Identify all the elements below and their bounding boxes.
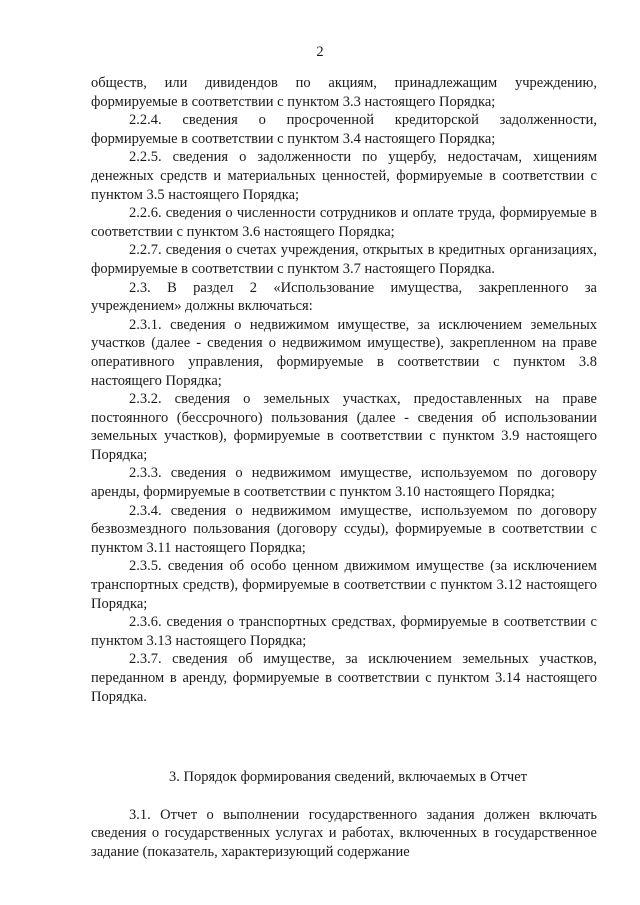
page-number: 2 [316,44,324,60]
paragraph-2-3-1: 2.3.1. сведения о недвижимом имуществе, за исключением земельных участков (далее - сведения о недвижимом имуществе), закрепленном на праве оперативного управления, формируемые в соответствии с пунктом 3.8 настоящего Порядка; [91,316,597,389]
paragraph-continuation: обществ, или дивидендов по акциям, принадлежащим учреждению, формируемые в соответствии с пунктом 3.3 настоящего Порядка; [91,75,597,110]
paragraph-2-3-3: 2.3.3. сведения о недвижимом имуществе, используемом по договору аренды, формируемые в соответствии с пунктом 3.10 настоящего Порядка; [91,465,597,501]
section-3-heading: 3. Порядок формирования сведений, включаемых в Отчет [169,769,527,786]
paragraph-2-2-4: 2.2.4. сведения о просроченной кредиторской задолженности, формируемые в соответствии с пунктом 3.4 настоящего Порядка; [91,112,597,147]
paragraph-2-3-5: 2.3.5. сведения об особо ценном движимом имуществе (за исключением транспортных средств), формируемые в соответствии с пунктом 3.12 настоящего Порядка; [91,558,597,612]
paragraph-2-2-5: 2.2.5. сведения о задолженности по ущербу, недостачам, хищениям денежных средств и материальных ценностей, формируемые в соответствии с пунктом 3.5 настоящего Порядка; [91,149,597,203]
paragraph-2-3-7: 2.3.7. сведения об имуществе, за исключением земельных участков, переданном в аренду, формируемые в соответствии с пунктом 3.14 настоящего Порядка. [91,651,597,705]
paragraph-2-2-6: 2.2.6. сведения о численности сотрудников и оплате труда, формируемые в соответствии с пунктом 3.6 настоящего Порядка; [91,205,597,240]
paragraph-2-3-4: 2.3.4. сведения о недвижимом имуществе, используемом по договору безвозмездного пользования (договору ссуды), формируемые в соответствии с пунктом 3.11 настоящего Порядка; [91,502,597,556]
paragraph-2-3-2: 2.3.2. сведения о земельных участках, предоставленных на праве постоянного (бессрочного) пользования (далее - сведения об использовании земельных участков), формируемые в соответствии с пунктом 3.9 настоящего Порядка; [91,391,597,463]
paragraph-2-3-6: 2.3.6. сведения о транспортных средствах, формируемые в соответствии с пунктом 3.13 настоящего Порядка; [91,614,597,649]
document-body [91,74,597,862]
paragraph-2-3: 2.3. В раздел 2 «Использование имущества, закрепленного за учреждением» должны включаться: [91,279,597,315]
paragraph-3-1: 3.1. Отчет о выполнении государственного задания должен включать сведения о государственных услугах и работах, включенных в государственное задание (показатель, характеризующий содержание [91,806,597,860]
paragraph-2-2-7: 2.2.7. сведения о счетах учреждения, открытых в кредитных организациях, формируемые в соответствии с пунктом 3.7 настоящего Порядка. [91,242,597,277]
